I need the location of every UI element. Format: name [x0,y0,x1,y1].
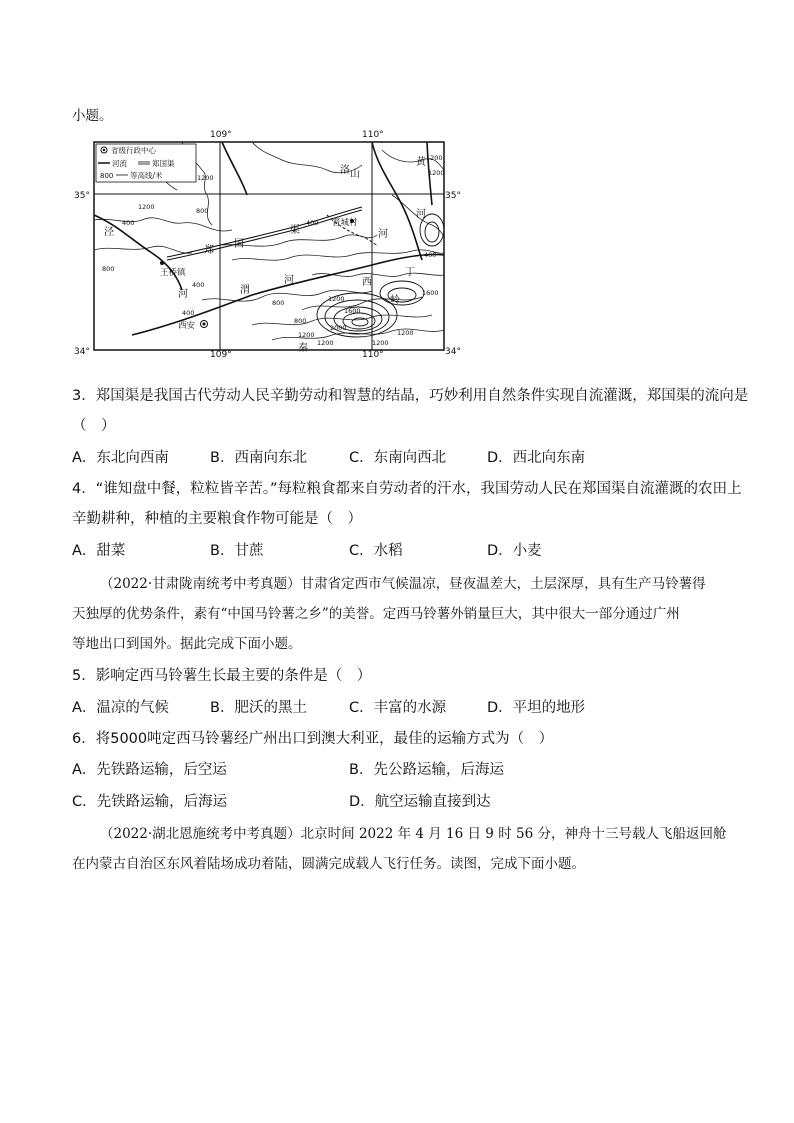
topographic-map [72,125,472,360]
lat-label-34-right: 34° [445,347,461,357]
legend-canal: 郑国渠 [152,159,175,168]
label-guo: 国 [234,239,244,250]
contour-value: 1200 [428,169,445,177]
place-xian: 西安 [178,321,196,331]
label-shan: 山 [350,169,360,180]
q3-stem-line-1: 3．郑国渠是我国古代劳动人民辛勤劳动和智慧的结晶，巧妙利用自然条件实现自流灌溉，郑国渠的流向是 [72,388,749,404]
contour-value: 2000 [330,324,347,332]
legend-river: 河流 [112,159,127,168]
contour-value: 1200 [138,203,155,211]
q6-option-c[interactable]: C．先铁路运输，后海运 [72,794,228,810]
label-qu: 渠 [290,225,300,236]
label-he3: 河 [416,209,426,220]
place-wangqiao: 王桥镇 [160,268,186,278]
q4-stem-line-2: 辛勤耕种，种植的主要粮食作物可能是（ ） [72,511,362,527]
contour-value: 1200 [328,295,345,303]
q4-option-a[interactable]: A．甜菜 [72,543,126,559]
contour-value: 400 [122,219,135,227]
q4-option-c[interactable]: C．水稻 [349,543,403,559]
label-he4: 河 [378,229,388,240]
label-xi: 西 [362,277,372,288]
q5-option-a[interactable]: A．温凉的气候 [72,700,169,716]
lat-label-35-right: 35° [445,191,461,201]
label-jing: 泾 [104,227,114,238]
q3-option-c[interactable]: C．东南向西北 [349,450,447,466]
q5-option-c[interactable]: C．丰富的水源 [349,700,447,716]
passage1-line-1: （2022·甘肃陇南统考中考真题）甘肃省定西市气候温凉，昼夜温差大，土层深厚，具有生产马铃薯得 [100,576,706,592]
lon-label-109-bottom: 109° [210,350,232,360]
wangqiao-dot-icon [160,261,164,265]
contour-value: 400 [306,219,319,227]
lon-label-110-top: 110° [362,130,384,140]
contour-value: 400 [182,309,195,317]
q4-option-d[interactable]: D．小麦 [487,543,542,559]
label-ding: 丁 [405,267,415,278]
q6-option-d[interactable]: D．航空运输直接到达 [349,794,491,810]
contour-value: 1600 [422,289,439,297]
contour-value: 1200 [317,339,334,347]
label-qin: 秦 [298,343,308,354]
q5-option-d[interactable]: D．平坦的地形 [487,700,586,716]
contour-value: 800 [294,317,307,325]
contour-value: 1600 [344,307,361,315]
intro-tail: 小题。 [72,108,113,124]
passage2-line-2: 在内蒙古自治区东风着陆场成功着陆，圆满完成载人飞行任务。读图，完成下面小题。 [72,856,585,872]
contour-value: 800 [196,207,209,215]
q6-option-a[interactable]: A．先铁路运输，后空运 [72,762,227,778]
q4-option-b[interactable]: B．甘蔗 [210,543,264,559]
lat-label-35-left: 35° [74,191,90,201]
label-luo: 洛 [340,165,350,176]
label-he1: 河 [178,289,188,300]
lon-label-110-bottom: 110° [362,350,384,360]
passage1-line-3: 等地出口到国外。据此完成下面小题。 [72,636,302,652]
q5-option-b[interactable]: B．肥沃的黑土 [210,700,307,716]
lat-label-34-left: 34° [74,347,90,357]
contour-value: 400 [192,281,205,289]
passage2-line-1: （2022·湖北恩施统考中考真题）北京时间 2022 年 4 月 16 日 9 时 56 分，神舟十三号载人飞船返回舱 [100,826,727,842]
contour-value: 1200 [426,154,443,162]
label-zheng: 郑 [204,245,214,256]
legend-capital: 省级行政中心 [111,146,156,155]
contour-value: 1200 [372,339,389,347]
label-wei: 渭 [240,285,250,296]
q5-stem: 5．影响定西马铃薯生长最主要的条件是（ ） [72,668,372,684]
contour-value: 1200 [298,331,315,339]
label-huang: 黄 [416,157,426,168]
q3-option-d[interactable]: D．西北向东南 [487,450,586,466]
legend-contour-value: 800 [100,172,114,180]
contour-value: 1200 [197,174,214,182]
passage1-line-2: 天独厚的优势条件，素有“中国马铃薯之乡”的美誉。定西马铃薯外销量巨大，其中很大一部分通过广州 [72,606,680,622]
contour-value: 400 [424,251,437,259]
lon-label-109-top: 109° [210,130,232,140]
contour-value: 800 [272,299,285,307]
place-jincheng: 晋城村 [332,218,358,228]
label-he2: 河 [284,275,294,286]
q3-stem-line-2: （ ） [72,418,116,434]
legend-contour: 等高线/米 [130,171,163,180]
contour-value: 800 [102,265,115,273]
q4-stem-line-1: 4．“谁知盘中餐，粒粒皆辛苦。”每粒粮食都来自劳动者的汗水，我国劳动人民在郑国渠自流灌溉的农田上 [72,481,742,497]
q6-option-b[interactable]: B．先公路运输，后海运 [349,762,504,778]
contour-value: 1200 [397,329,414,337]
q3-option-b[interactable]: B．西南向东北 [210,450,307,466]
q3-option-a[interactable]: A．东北向西南 [72,450,169,466]
q6-stem: 6．将5000吨定西马铃薯经广州出口到澳大利亚，最佳的运输方式为（ ） [72,731,554,747]
label-ling: 岭 [390,295,400,306]
